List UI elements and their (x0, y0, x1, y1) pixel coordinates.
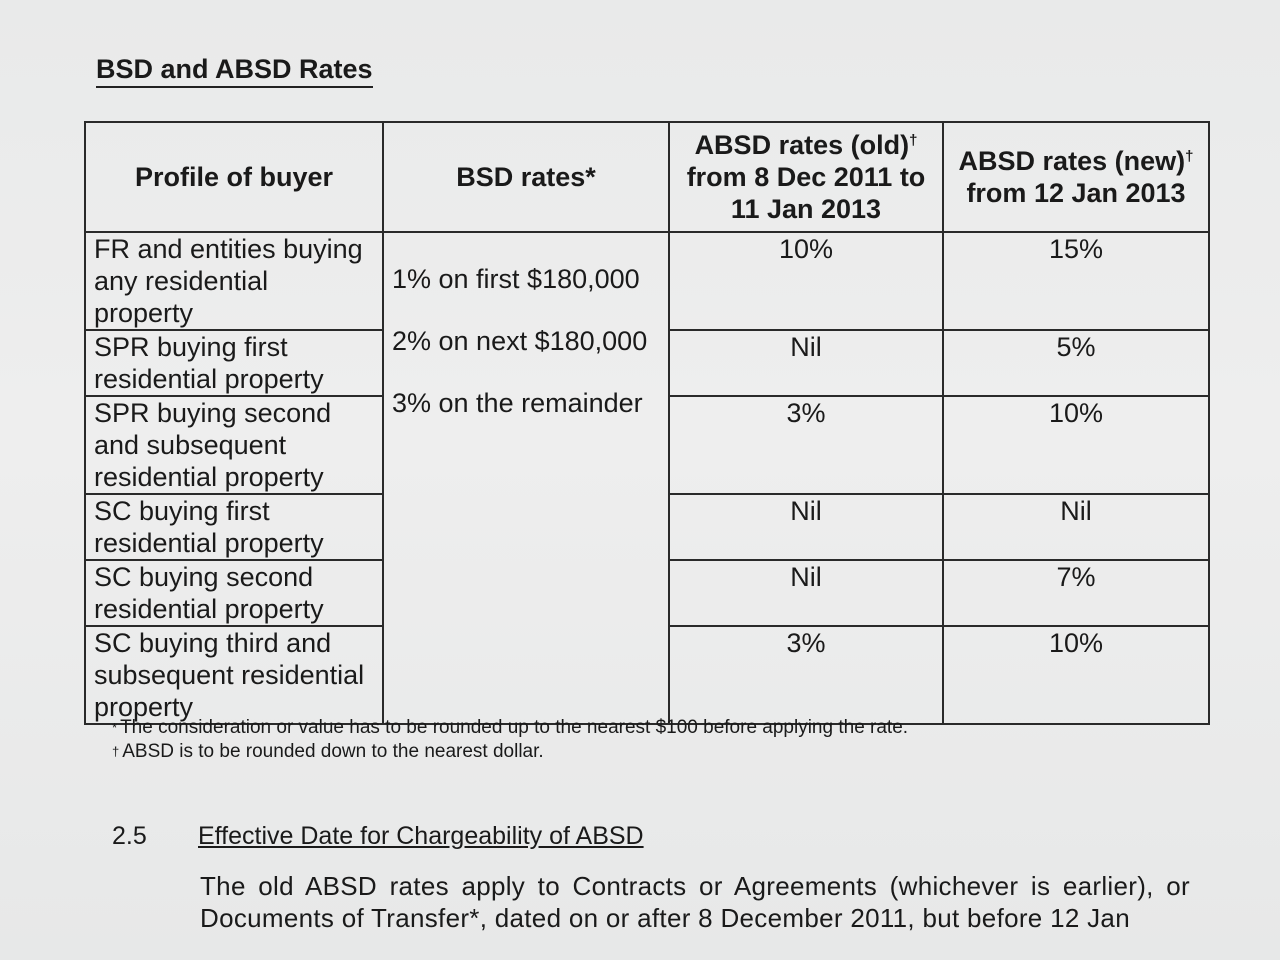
section-heading (112, 822, 644, 851)
header-absd-old (669, 122, 943, 232)
footnotes (112, 716, 908, 764)
header-profile: Profile of buyer (85, 122, 383, 232)
absd-old-value: 10% (669, 232, 943, 330)
footnote-consideration (112, 716, 908, 740)
header-absd-new-line2: from 12 Jan 2013 (966, 178, 1186, 208)
row-profile: SC buying third and subsequent residential property (85, 626, 383, 724)
section-paragraph: The old ABSD rates apply to Contracts or Agreements (whichever is earlier), or Documents of Transfer*, dated on or after 8 December 2011, but before 12 Jan (200, 871, 1190, 933)
footnote-absd-rounding (112, 740, 908, 764)
absd-old-value: Nil (669, 494, 943, 560)
header-absd-old-line2: from 8 Dec 2011 to (686, 162, 926, 192)
row-profile: FR and entities buying any residential property (85, 232, 383, 330)
absd-new-value: Nil (943, 494, 1209, 560)
footnote-dagger-text: ABSD is to be rounded down to the nearest dollar. (122, 741, 544, 762)
page-title: BSD and ABSD Rates (96, 54, 373, 88)
rates-table (84, 121, 1210, 725)
absd-old-value: 3% (669, 396, 943, 494)
absd-new-value: 15% (943, 232, 1209, 330)
absd-new-value: 10% (943, 396, 1209, 494)
header-absd-old-line3: 11 Jan 2013 (730, 194, 882, 224)
header-bsd: BSD rates* (383, 122, 669, 232)
absd-old-value: 3% (669, 626, 943, 724)
header-absd-new-line1: ABSD rates (new) (958, 146, 1186, 176)
star-symbol: * (112, 720, 118, 735)
row-profile: SPR buying first residential property (85, 330, 383, 396)
absd-new-value: 10% (943, 626, 1209, 724)
section-title: Effective Date for Chargeability of ABSD (198, 822, 644, 850)
table-row (85, 232, 1209, 330)
row-profile: SC buying second residential property (85, 560, 383, 626)
bsd-rate-1: 1% on first $180,000 (392, 264, 640, 294)
absd-new-value: 5% (943, 330, 1209, 396)
bsd-rate-2: 2% on next $180,000 (392, 326, 648, 356)
footnote-star-text: The consideration or value has to be rounded up to the nearest $100 before applying the rate. (120, 717, 909, 738)
dagger-mark: † (909, 132, 918, 149)
bsd-rates-cell (383, 232, 669, 724)
absd-old-value: Nil (669, 560, 943, 626)
row-profile: SC buying first residential property (85, 494, 383, 560)
dagger-mark: † (1185, 148, 1194, 165)
absd-old-value: Nil (669, 330, 943, 396)
table-header-row (85, 122, 1209, 232)
absd-new-value: 7% (943, 560, 1209, 626)
dagger-symbol: † (112, 744, 120, 759)
row-profile: SPR buying second and subsequent residential property (85, 396, 383, 494)
bsd-rate-3: 3% on the remainder (392, 388, 643, 418)
header-absd-new (943, 122, 1209, 232)
section-number: 2.5 (112, 822, 147, 850)
header-absd-old-line1: ABSD rates (old) (694, 130, 910, 160)
